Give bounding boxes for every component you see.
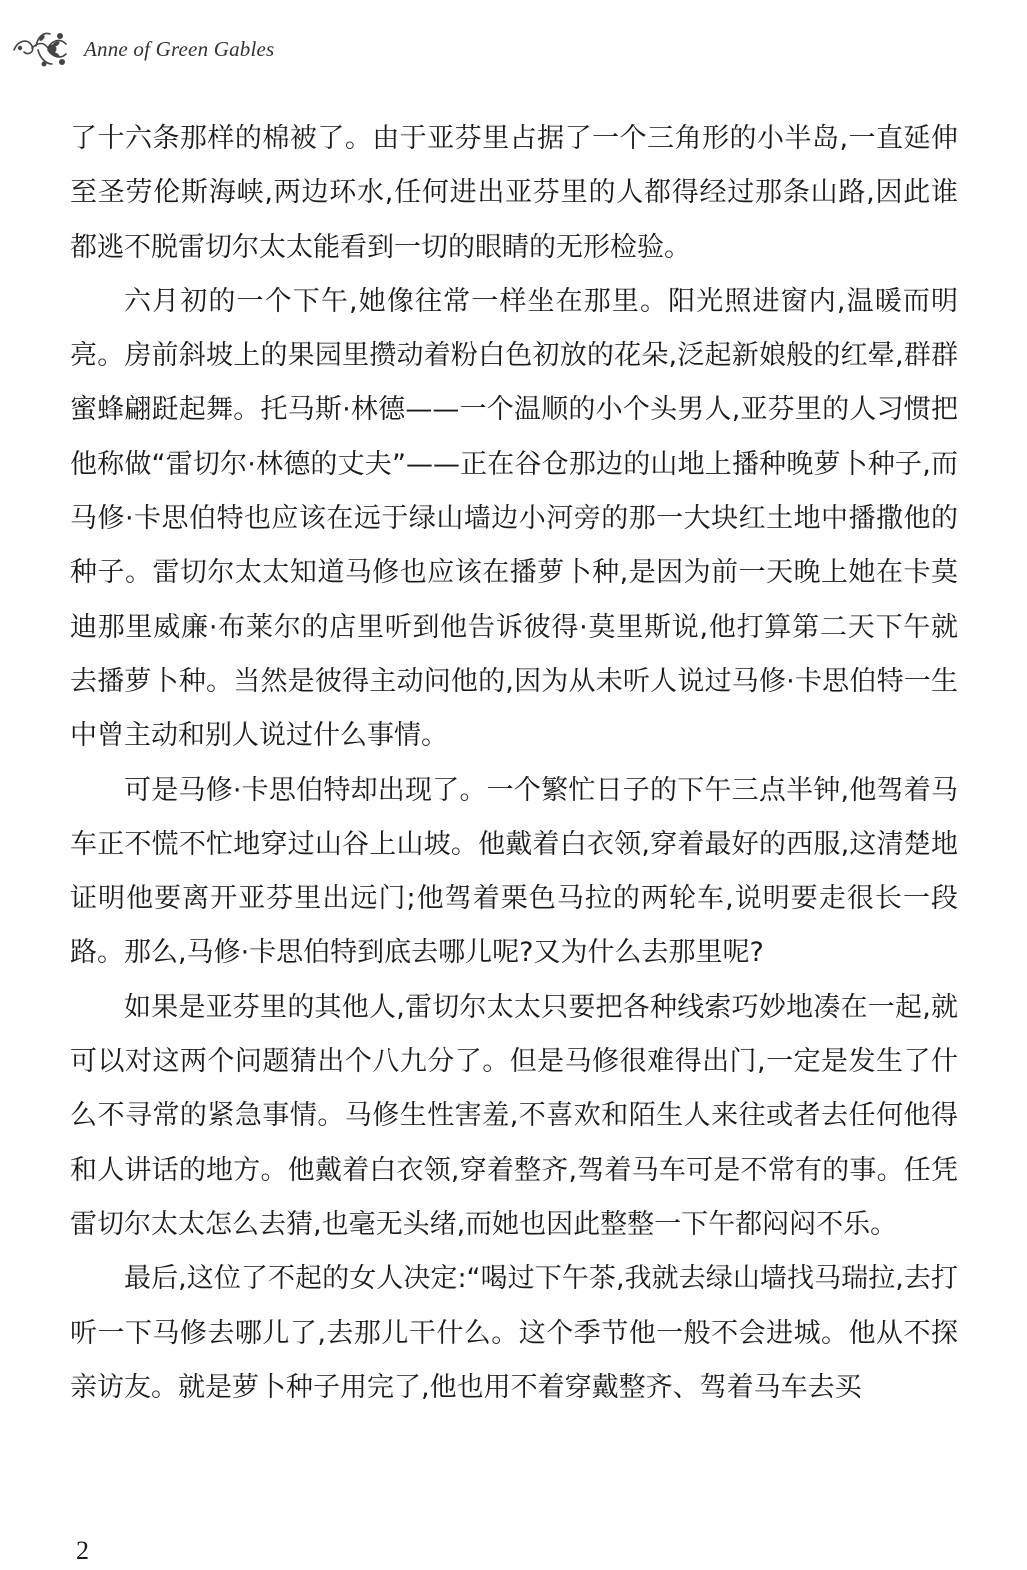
book-title: Anne of Green Gables [84,36,275,61]
body-text [70,112,958,1415]
floral-ornament-icon [8,24,72,74]
paragraph: 可是马修·卡思伯特却出现了。一个繁忙日子的下午三点半钟,他驾着马车正不慌不忙地穿过山谷上山坡。他戴着白衣领,穿着最好的西服,这清楚地证明他要离开亚芬里出远门;他驾着栗色马拉的两轮车,说明要走很长一段路。那么,马修·卡思伯特到底去哪儿呢?又为什么去那里呢? [70,774,958,969]
paragraph: 如果是亚芬里的其他人,雷切尔太太只要把各种线索巧妙地凑在一起,就可以对这两个问题猜出个八九分了。但是马修很难得出门,一定是发生了什么不寻常的紧急事情。马修生性害羞,不喜欢和陌生人来往或者去任何他得和人讲话的地方。他戴着白衣领,穿着整齐,驾着马车可是不常有的事。任凭雷切尔太太怎么去猜,也毫无头绪,而她也因此整整一下午都闷闷不乐。 [70,991,958,1240]
paragraph: 六月初的一个下午,她像往常一样坐在那里。阳光照进窗内,温暖而明亮。房前斜坡上的果园里攒动着粉白色初放的花朵,泛起新娘般的红晕,群群蜜蜂翩跹起舞。托马斯·林德——一个温顺的小个头男人,亚芬里的人习惯把他称做“雷切尔·林德的丈夫”——正在谷仓那边的山地上播种晚萝卜种子,而马修·卡思伯特也应该在远于绿山墙边小河旁的那一大块红土地中播撒他的种子。雷切尔太太知道马修也应该在播萝卜种,是因为前一天晚上她在卡莫迪那里威廉·布莱尔的店里听到他告诉彼得·莫里斯说,他打算第二天下午就去播萝卜种。当然是彼得主动问他的,因为从未听人说过马修·卡思伯特一生中曾主动和别人说过什么事情。 [70,285,958,752]
running-head [8,24,274,74]
paragraph: 最后,这位了不起的女人决定:“喝过下午茶,我就去绿山墙找马瑞拉,去打听一下马修去哪儿了,去那儿干什么。这个季节他一般不会进城。他从不探亲访友。就是萝卜种子用完了,他也用不着穿戴整齐、驾着马车去买 [70,1263,958,1403]
page-number: 2 [76,1536,89,1565]
paragraph: 了十六条那样的棉被了。由于亚芬里占据了一个三角形的小半岛,一直延伸至圣劳伦斯海峡,两边环水,任何进出亚芬里的人都得经过那条山路,因此谁都逃不脱雷切尔太太能看到一切的眼睛的无形检验。 [70,123,958,263]
